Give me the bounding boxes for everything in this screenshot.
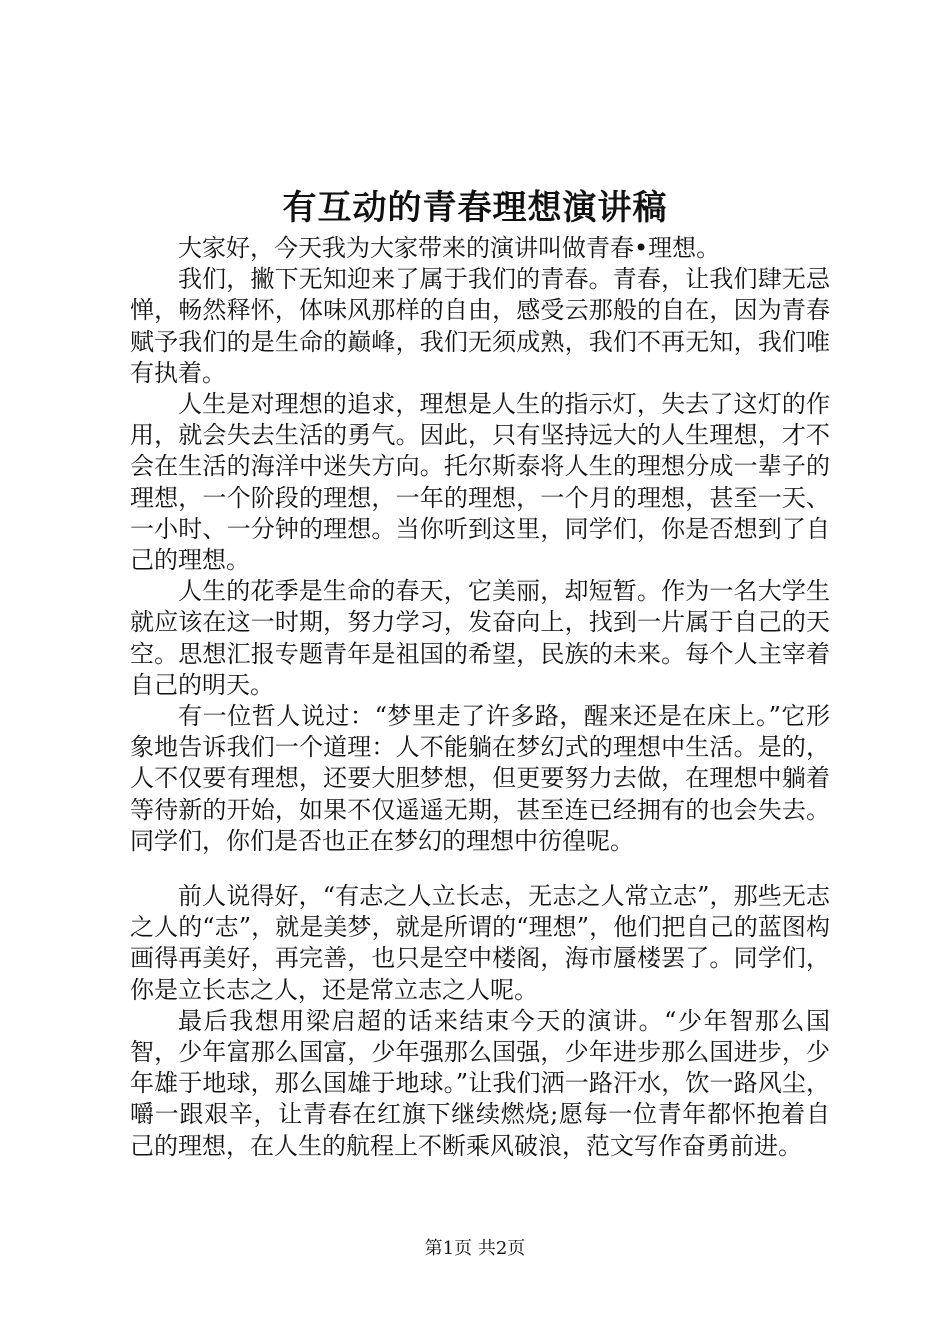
document-body — [130, 233, 830, 1162]
paragraph-conclusion: 最后我想用梁启超的话来结束今天的演讲。“少年智那么国智，少年富那么国富，少年强那么国强，少年进步那么国进步，少年雄于地球，那么国雄于地球。”让我们洒一路汗水，饮一路风尘，嚼一跟艰辛，让青春在红旗下继续燃烧;愿每一位青年都怀抱着自己的理想，在人生的航程上不断乘风破浪，范文写作奋勇前进。 — [130, 1006, 830, 1160]
page-title: 有互动的青春理想演讲稿 — [282, 188, 668, 228]
paragraph-spacer — [130, 857, 830, 881]
paragraph-youth: 我们，撇下无知迎来了属于我们的青春。青春，让我们肆无忌惮，畅然释怀，体味风那样的自由，感受云那般的自在，因为青春赋予我们的是生命的巅峰，我们无须成熟，我们不再无知，我们唯有执着。 — [130, 265, 830, 387]
page-number-footer: 第1页 共2页 — [424, 1238, 526, 1259]
paragraph-ideal: 人生是对理想的追求，理想是人生的指示灯，失去了这灯的作用，就会失去生活的勇气。因此，只有坚持远大的人生理想，才不会在生活的海洋中迷失方向。托尔斯泰将人生的理想分成一辈子的理想，一个阶段的理想，一年的理想，一个月的理想，甚至一天、一小时、一分钟的理想。当你听到这里，同学们，你是否想到了自己的理想。 — [130, 390, 830, 575]
paragraph-spring: 人生的花季是生命的春天，它美丽，却短暂。作为一名大学生就应该在这一时期，努力学习，发奋向上，找到一片属于自己的天空。思想汇报专题青年是祖国的希望，民族的未来。每个人主宰着自己的明天。 — [130, 577, 830, 699]
paragraph-greeting: 大家好，今天我为大家带来的演讲叫做青春•理想。 — [178, 234, 721, 262]
paragraph-philosopher: 有一位哲人说过：“梦里走了许多路，醒来还是在床上。”它形象地告诉我们一个道理：人不能躺在梦幻式的理想中生活。是的，人不仅要有理想，还要大胆梦想，但更要努力去做，在理想中躺着等待新的开始，如果不仅遥遥无期，甚至连已经拥有的也会失去。同学们，你们是否也正在梦幻的理想中彷徨呢。 — [130, 702, 830, 855]
paragraph-ambition: 前人说得好，“有志之人立长志，无志之人常立志”，那些无志之人的“志”，就是美梦，就是所谓的“理想”，他们把自己的蓝图构画得再美好，再完善，也只是空中楼阁，海市蜃楼罢了。同学们，你是立长志之人，还是常立志之人呢。 — [130, 882, 830, 1004]
